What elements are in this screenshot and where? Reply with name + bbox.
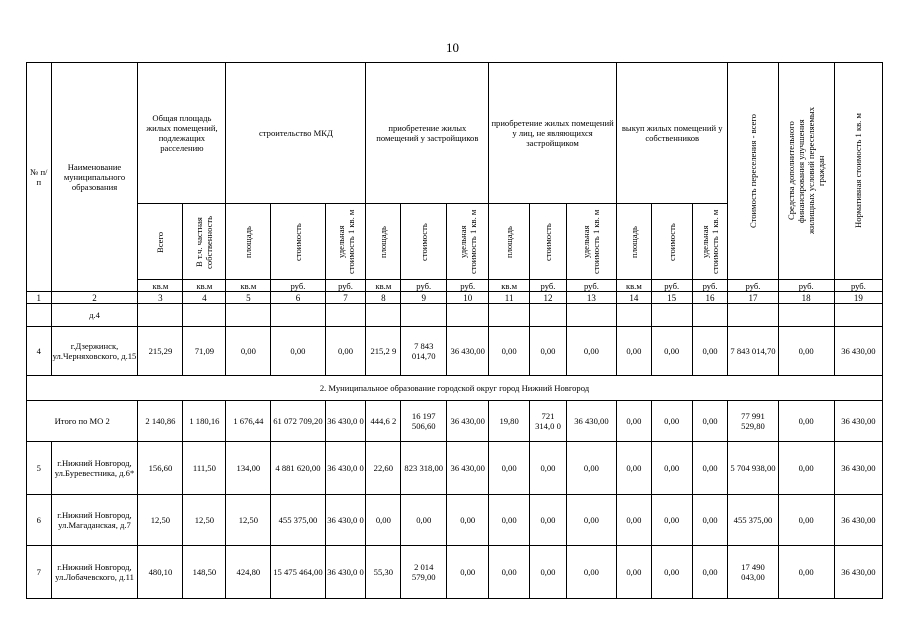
row-cell: 0,00	[566, 495, 616, 546]
header-num: № п/п	[27, 63, 52, 292]
unit-cell: руб.	[651, 280, 692, 292]
col-index: 7	[325, 292, 366, 304]
row-cell: 36 430,00	[447, 442, 489, 495]
row-cell: 0,00	[366, 495, 401, 546]
header-construction: строительство МКД	[226, 63, 366, 204]
subheader-cost: стоимость	[271, 204, 325, 280]
subheader-cost: стоимость	[530, 204, 567, 280]
total-cell: 721 314,0 0	[530, 401, 567, 442]
row-cell: 0,00	[271, 327, 325, 376]
row-cell: 455 375,00	[728, 495, 778, 546]
row-cell: 22,60	[366, 442, 401, 495]
row-cell: 424,80	[226, 546, 271, 599]
row-cell: 2 014 579,00	[401, 546, 447, 599]
unit-cell: кв.м	[489, 280, 530, 292]
row-name: г.Дзержинск, ул.Черняховского, д.15	[51, 327, 138, 376]
row-cell: 0,00	[616, 495, 651, 546]
column-index-row	[27, 292, 883, 304]
row-cell: 215,29	[138, 327, 183, 376]
row-cell: 36 430,00	[834, 442, 882, 495]
col-index: 5	[226, 292, 271, 304]
row-num: 6	[27, 495, 52, 546]
header-buyout: выкуп жилых помещений у собственников	[616, 63, 727, 204]
table-row	[27, 442, 883, 495]
col-index: 12	[530, 292, 567, 304]
subheader-cost: стоимость	[401, 204, 447, 280]
row-cell: 7 843 014,70	[728, 327, 778, 376]
row-name: д.4	[51, 304, 138, 327]
unit-cell: руб.	[271, 280, 325, 292]
header-cost-total: Стоимость переселения - всего	[728, 63, 778, 280]
row-cell: 0,00	[778, 442, 834, 495]
subheader-unit-cost: удельная стоимость 1 кв. м	[325, 204, 366, 280]
row-cell: 0,00	[692, 442, 728, 495]
header-extra-funds: Средства дополнительного финансирования улучшения жилищных условий переселяемых граждан	[778, 63, 834, 280]
row-cell: 823 318,00	[401, 442, 447, 495]
col-index: 10	[447, 292, 489, 304]
row-cell: 0,00	[489, 495, 530, 546]
row-cell: 15 475 464,00	[271, 546, 325, 599]
row-cell: 4 881 620,00	[271, 442, 325, 495]
row-cell: 148,50	[183, 546, 226, 599]
row-cell: 0,00	[566, 327, 616, 376]
row-cell: 0,00	[616, 546, 651, 599]
subheader-cost: стоимость	[651, 204, 692, 280]
row-cell: 55,30	[366, 546, 401, 599]
row-cell: 0,00	[778, 495, 834, 546]
total-cell: 36 430,0 0	[325, 401, 366, 442]
row-cell: 12,50	[138, 495, 183, 546]
row-cell: 0,00	[566, 546, 616, 599]
row-cell: 0,00	[651, 546, 692, 599]
table-row	[27, 546, 883, 599]
row-cell: 480,10	[138, 546, 183, 599]
row-cell: 0,00	[325, 327, 366, 376]
row-cell: 0,00	[226, 327, 271, 376]
total-cell: 61 072 709,20	[271, 401, 325, 442]
total-cell: 77 991 529,80	[728, 401, 778, 442]
col-index: 19	[834, 292, 882, 304]
subheader-unit-cost: удельная стоимость 1 кв. м	[692, 204, 728, 280]
unit-cell: кв.м	[138, 280, 183, 292]
row-cell: 0,00	[447, 495, 489, 546]
row-cell: 134,00	[226, 442, 271, 495]
total-cell: 36 430,00	[447, 401, 489, 442]
col-index: 15	[651, 292, 692, 304]
row-cell: 0,00	[447, 546, 489, 599]
row-cell: 36 430,0 0	[325, 546, 366, 599]
col-index: 4	[183, 292, 226, 304]
col-index: 18	[778, 292, 834, 304]
units-row	[27, 280, 883, 292]
total-cell: 2 140,86	[138, 401, 183, 442]
section-title: 2. Муниципальное образование городской округ город Нижний Новгород	[27, 376, 883, 401]
unit-cell: руб.	[325, 280, 366, 292]
row-cell: 0,00	[778, 546, 834, 599]
header-norm-cost: Нормативная стоимость 1 кв. м	[834, 63, 882, 280]
total-cell: 1 676,44	[226, 401, 271, 442]
unit-cell: руб.	[566, 280, 616, 292]
subheader-private: В т.ч. частная собственность	[183, 204, 226, 280]
row-name: г.Нижний Новгород, ул.Буревестника, д.6*	[51, 442, 138, 495]
total-cell: 36 430,00	[834, 401, 882, 442]
row-cell: 17 490 043,00	[728, 546, 778, 599]
row-cell: 0,00	[489, 442, 530, 495]
col-index: 9	[401, 292, 447, 304]
row-cell: 36 430,0 0	[325, 442, 366, 495]
row-cell: 455 375,00	[271, 495, 325, 546]
row-cell: 0,00	[530, 442, 567, 495]
table-row	[27, 327, 883, 376]
header-row-groups	[27, 63, 883, 204]
unit-cell: кв.м	[183, 280, 226, 292]
row-name: г.Нижний Новгород, ул.Лобачевского, д.11	[51, 546, 138, 599]
row-cell: 0,00	[692, 546, 728, 599]
col-index: 14	[616, 292, 651, 304]
section-row	[27, 376, 883, 401]
row-cell: 156,60	[138, 442, 183, 495]
unit-cell: руб.	[447, 280, 489, 292]
subheader-area: площадь	[226, 204, 271, 280]
row-cell: 0,00	[530, 546, 567, 599]
col-index: 1	[27, 292, 52, 304]
total-cell: 0,00	[616, 401, 651, 442]
col-index: 8	[366, 292, 401, 304]
subheader-area: площадь	[366, 204, 401, 280]
row-cell: 0,00	[566, 442, 616, 495]
col-index: 2	[51, 292, 138, 304]
total-cell: 0,00	[778, 401, 834, 442]
row-cell: 0,00	[489, 546, 530, 599]
total-cell: 1 180,16	[183, 401, 226, 442]
resettlement-table	[26, 62, 883, 599]
total-cell: 16 197 506,60	[401, 401, 447, 442]
unit-cell: руб.	[834, 280, 882, 292]
row-cell: 5 704 938,00	[728, 442, 778, 495]
row-cell: 0,00	[651, 442, 692, 495]
header-area: Общая площадь жилых помещений, подлежащих расселению	[138, 63, 226, 204]
row-name: г.Нижний Новгород, ул.Магаданская, д.7	[51, 495, 138, 546]
unit-cell: кв.м	[366, 280, 401, 292]
row-cell: 36 430,00	[447, 327, 489, 376]
total-row	[27, 401, 883, 442]
subheader-total: Всего	[138, 204, 183, 280]
row-cell: 0,00	[489, 327, 530, 376]
row-cell: 0,00	[530, 495, 567, 546]
unit-cell: руб.	[778, 280, 834, 292]
subheader-unit-cost: удельная стоимость 1 кв. м	[566, 204, 616, 280]
total-cell: 36 430,00	[566, 401, 616, 442]
table-row-continued	[27, 304, 883, 327]
row-cell: 12,50	[183, 495, 226, 546]
col-index: 17	[728, 292, 778, 304]
row-cell: 36 430,00	[834, 327, 882, 376]
row-cell: 0,00	[651, 495, 692, 546]
col-index: 6	[271, 292, 325, 304]
row-cell: 215,2 9	[366, 327, 401, 376]
unit-cell: кв.м	[616, 280, 651, 292]
total-label: Итого по МО 2	[27, 401, 138, 442]
row-cell: 0,00	[530, 327, 567, 376]
row-cell: 12,50	[226, 495, 271, 546]
row-cell: 7 843 014,70	[401, 327, 447, 376]
subheader-unit-cost: удельная стоимость 1 кв. м	[447, 204, 489, 280]
col-index: 11	[489, 292, 530, 304]
row-cell: 0,00	[692, 495, 728, 546]
row-cell: 0,00	[616, 442, 651, 495]
total-cell: 444,6 2	[366, 401, 401, 442]
header-non-developers: приобретение жилых помещений у лиц, не являющихся застройщиком	[489, 63, 617, 204]
total-cell: 0,00	[651, 401, 692, 442]
row-cell: 36 430,00	[834, 495, 882, 546]
row-cell: 0,00	[651, 327, 692, 376]
page-number: 10	[446, 40, 459, 55]
unit-cell: руб.	[530, 280, 567, 292]
row-num: 5	[27, 442, 52, 495]
header-name: Наименование муниципального образования	[51, 63, 138, 292]
col-index: 16	[692, 292, 728, 304]
subheader-area: площадь	[616, 204, 651, 280]
col-index: 13	[566, 292, 616, 304]
row-cell: 0,00	[692, 327, 728, 376]
row-cell: 0,00	[401, 495, 447, 546]
row-cell: 71,09	[183, 327, 226, 376]
row-cell: 36 430,0 0	[325, 495, 366, 546]
total-cell: 19,80	[489, 401, 530, 442]
row-cell: 111,50	[183, 442, 226, 495]
row-num: 7	[27, 546, 52, 599]
row-cell: 36 430,00	[834, 546, 882, 599]
subheader-area: площадь	[489, 204, 530, 280]
unit-cell: кв.м	[226, 280, 271, 292]
total-cell: 0,00	[692, 401, 728, 442]
unit-cell: руб.	[692, 280, 728, 292]
row-cell: 0,00	[616, 327, 651, 376]
row-cell: 0,00	[778, 327, 834, 376]
unit-cell: руб.	[728, 280, 778, 292]
col-index: 3	[138, 292, 183, 304]
row-num: 4	[27, 327, 52, 376]
unit-cell: руб.	[401, 280, 447, 292]
table-row	[27, 495, 883, 546]
header-developers: приобретение жилых помещений у застройщиков	[366, 63, 489, 204]
